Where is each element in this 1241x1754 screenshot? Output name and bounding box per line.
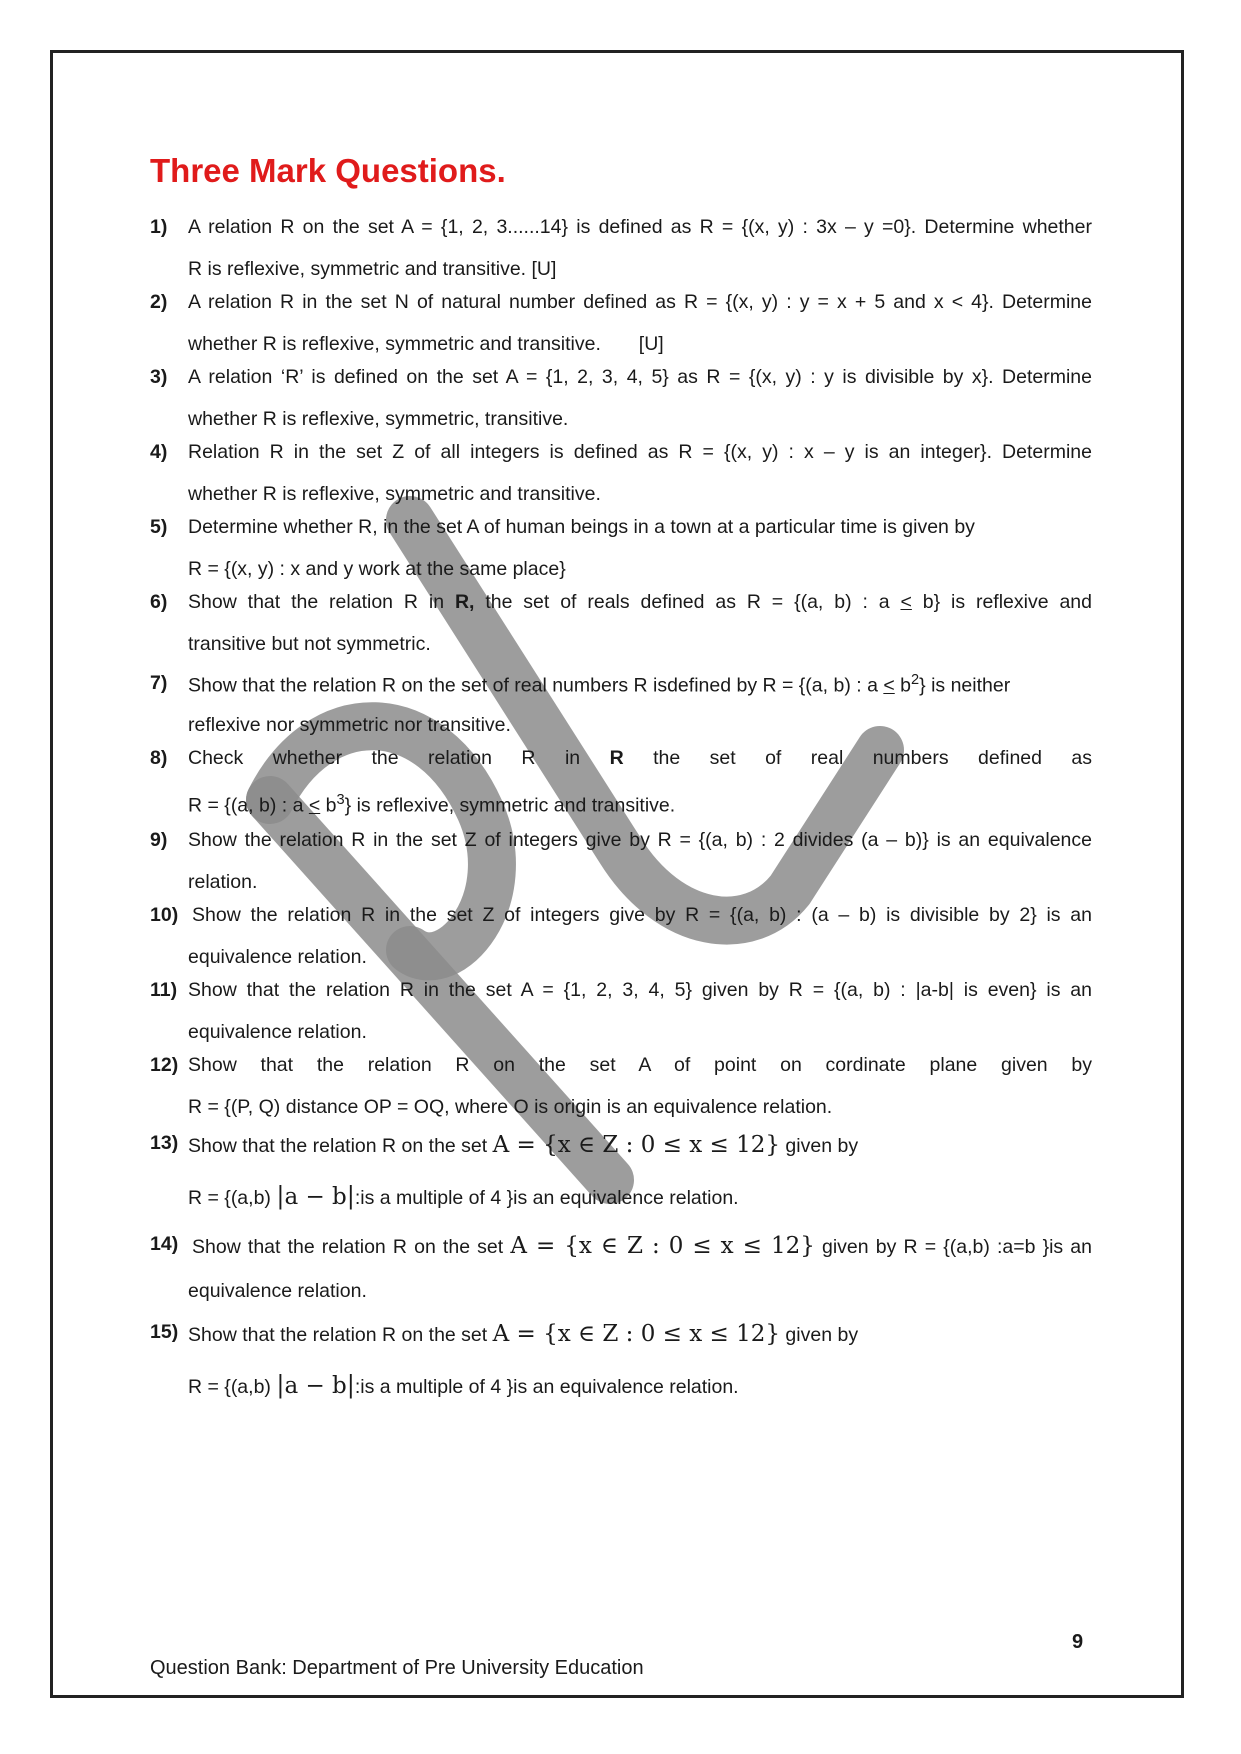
less-equal-symbol: <	[900, 591, 912, 613]
question-text-cont: reflexive nor symmetric nor transitive.	[188, 714, 511, 736]
bold-symbol-R: R,	[454, 591, 475, 613]
page-number: 9	[1072, 1631, 1084, 1653]
question-number: 4)	[150, 441, 168, 463]
question-text-cont: R is reflexive, symmetric and transitive. [U]	[188, 258, 557, 280]
question-number: 8)	[150, 747, 168, 769]
text-segment: given by	[780, 1324, 859, 1346]
text-segment: } is reflexive, symmetric and transitive.	[344, 794, 676, 817]
text-segment: given by	[780, 1135, 859, 1157]
question-text	[188, 672, 1092, 698]
abs-left-bar: |	[276, 1371, 285, 1399]
question-text-cont: equivalence relation.	[188, 1280, 367, 1302]
text-segment: :is a multiple of 4 }is an equivalence relation.	[354, 1187, 739, 1209]
less-equal-symbol: <	[308, 794, 321, 817]
text-segment: R = {(a,b)	[188, 1376, 277, 1398]
text-segment: Show that the relation R on the set	[188, 1135, 493, 1157]
text-segment: Show that the relation R on the set	[188, 1324, 493, 1346]
set-notation: A = {x ∈ Z : 0 ≤ x ≤ 12}	[492, 1132, 781, 1158]
question-number: 15)	[150, 1321, 179, 1343]
text-segment: b	[320, 794, 337, 817]
question-text: A relation ‘R’ is defined on the set A = {1, 2, 3, 4, 5} as R = {(x, y) : y is divisible by x}. Determine	[188, 366, 1092, 388]
question-text: Show that the relation R on the set A of point on cordinate plane given by	[188, 1054, 1092, 1076]
question-text: Relation R in the set Z of all integers is defined as R = {(x, y) : x – y is an integer}. Determine	[188, 441, 1092, 463]
bold-symbol-R: R	[609, 747, 624, 769]
abs-left-bar: |	[276, 1182, 285, 1210]
set-notation: A = {x ∈ Z : 0 ≤ x ≤ 12}	[510, 1233, 815, 1259]
exponent: 2	[911, 672, 920, 688]
text-segment: the set of real numbers defined as	[653, 747, 1093, 769]
text-segment: R = {(a,b)	[188, 1187, 277, 1209]
question-number: 5)	[150, 516, 168, 538]
question-text-cont: R = {(P, Q) distance OP = OQ, where O is origin is an equivalence relation.	[188, 1096, 833, 1118]
question-text	[188, 747, 1092, 770]
page-title: Three Mark Questions.	[150, 152, 506, 189]
question-number: 9)	[150, 829, 168, 851]
question-text-cont: whether R is reflexive, symmetric and transitive. [U]	[188, 333, 664, 355]
less-equal-symbol: <	[883, 674, 895, 697]
abs-right-bar: |	[346, 1182, 355, 1210]
text-segment: Show that the relation R in	[188, 591, 455, 613]
question-text: Show the relation R in the set Z of integers give by R = {(a, b) : (a – b) is divisible by 2} is an	[192, 904, 1092, 926]
question-number: 12)	[150, 1054, 179, 1076]
text-segment: b} is reflexive and	[911, 591, 1092, 613]
question-text	[188, 1321, 1092, 1347]
question-number: 2)	[150, 291, 168, 313]
text-segment: } is neither	[919, 674, 1011, 697]
question-text-cont: equivalence relation.	[188, 946, 367, 968]
question-text-cont: relation.	[188, 871, 258, 893]
question-text-cont: R = {(x, y) : x and y work at the same place}	[188, 558, 566, 580]
question-text-cont	[188, 1371, 1092, 1399]
question-number: 11)	[150, 979, 178, 1001]
question-text-cont	[188, 792, 1092, 818]
question-text-cont: whether R is reflexive, symmetric, transitive.	[188, 408, 569, 430]
abs-expression: a − b	[284, 1373, 347, 1399]
question-number: 7)	[150, 672, 168, 694]
abs-expression: a − b	[284, 1184, 347, 1210]
text-segment: the set of reals defined as R = {(a, b) : a	[474, 591, 901, 613]
question-text-cont: whether R is reflexive, symmetric and transitive.	[188, 483, 601, 505]
question-text: A relation R on the set A = {1, 2, 3......14} is defined as R = {(x, y) : 3x – y =0}. Determine whether	[188, 216, 1092, 238]
text-segment: R = {(a, b) : a	[188, 794, 309, 817]
text-segment: given by R = {(a,b) :a=b }is an	[814, 1236, 1092, 1258]
question-number: 13)	[150, 1132, 179, 1154]
footer-text: Question Bank: Department of Pre University Education	[150, 1657, 644, 1679]
exponent: 3	[336, 792, 345, 808]
question-number: 14)	[150, 1233, 179, 1255]
text-segment: Check whether the relation R in	[188, 747, 581, 769]
question-text-cont	[188, 1182, 1092, 1210]
question-number: 6)	[150, 591, 168, 613]
question-text: Show the relation R in the set Z of integers give by R = {(a, b) : 2 divides (a – b)} is an equivalence	[188, 829, 1092, 851]
text-segment: Show that the relation R on the set	[192, 1236, 511, 1258]
question-text: Determine whether R, in the set A of human beings in a town at a particular time is given by	[188, 516, 975, 538]
text-segment: :is a multiple of 4 }is an equivalence relation.	[354, 1376, 739, 1398]
abs-right-bar: |	[346, 1371, 355, 1399]
text-segment: b	[894, 674, 911, 697]
question-text	[188, 1132, 1092, 1158]
question-number: 10)	[150, 904, 179, 926]
text-segment: Show that the relation R on the set of real numbers R isdefined by R = {(a, b) : a	[188, 674, 884, 697]
question-number: 3)	[150, 366, 168, 388]
question-text: Show that the relation R in the set A = {1, 2, 3, 4, 5} given by R = {(a, b) : |a-b| is even} is an	[188, 979, 1092, 1001]
question-text-cont: transitive but not symmetric.	[188, 633, 431, 655]
question-text	[192, 1233, 1092, 1259]
question-text-cont: equivalence relation.	[188, 1021, 367, 1043]
question-text	[188, 591, 1092, 614]
question-text: A relation R in the set N of natural number defined as R = {(x, y) : y = x + 5 and x < 4}. Determine	[188, 291, 1092, 313]
question-number: 1)	[150, 216, 168, 238]
set-notation: A = {x ∈ Z : 0 ≤ x ≤ 12}	[492, 1321, 781, 1347]
